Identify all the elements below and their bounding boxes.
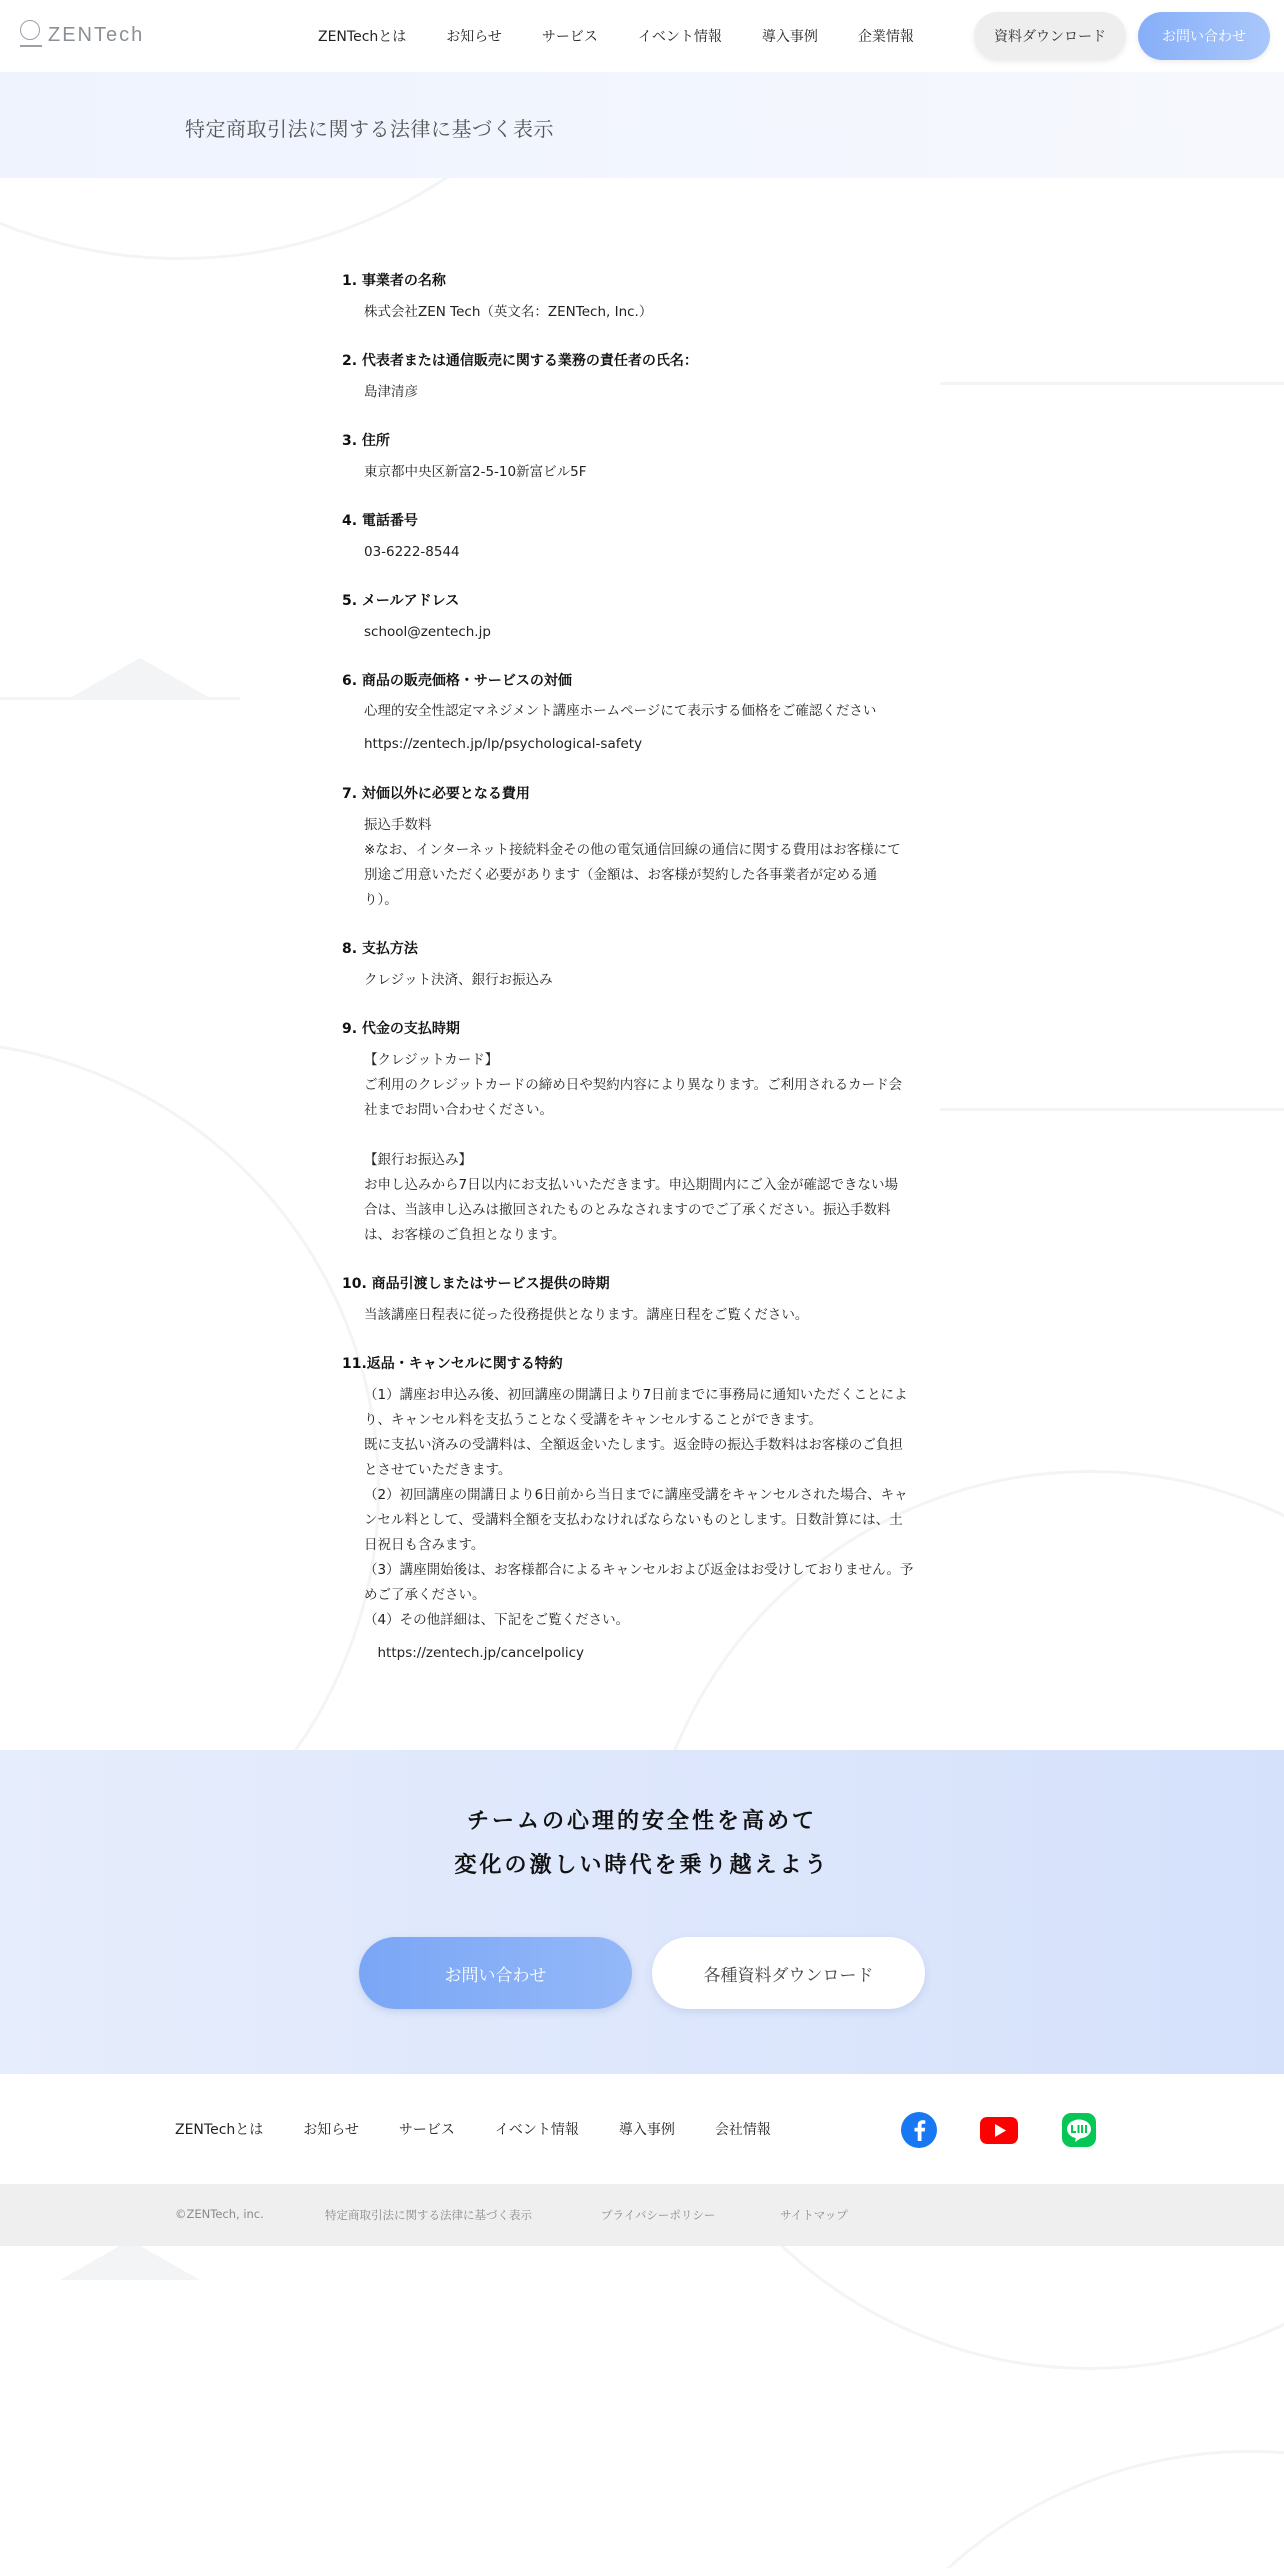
section-payment-timing bbox=[342, 1018, 942, 1248]
footer-nav-news[interactable]: お知らせ bbox=[303, 2122, 359, 2138]
section-text: 別途ご用意いただく必要があります（金額は、お客様が契約した各事業者が定める通 bbox=[364, 867, 877, 883]
section-text: 既に支払い済みの受講料は、全額返金いたします。返金時の振込手数料はお客様のご負担 bbox=[364, 1437, 903, 1453]
footer-nav-services[interactable]: サービス bbox=[398, 2122, 455, 2138]
background-circle-decoration bbox=[800, 2450, 1284, 2568]
footer-nav-about[interactable]: ZENTechとは bbox=[175, 2122, 264, 2138]
section-heading: 11.返品・キャンセルに関する特約 bbox=[342, 1356, 563, 1372]
nav-item-case-studies[interactable]: 導入事例 bbox=[761, 29, 818, 45]
section-text: クレジット決済、銀行お振込み bbox=[364, 972, 553, 988]
footer-nav-company[interactable]: 会社情報 bbox=[714, 2122, 771, 2138]
line-icon[interactable] bbox=[1060, 2111, 1098, 2149]
nav-item-events[interactable]: イベント情報 bbox=[637, 29, 722, 45]
section-address bbox=[342, 430, 942, 485]
section-price bbox=[342, 670, 942, 761]
section-text: 当該講座日程表に従った役務提供となります。講座日程をご覧ください。 bbox=[364, 1307, 809, 1323]
background-line-decoration bbox=[940, 382, 1284, 385]
section-text: お申し込みから7日以内にお支払いいただきます。申込期間内にご入金が確認できない場 bbox=[364, 1177, 899, 1193]
section-representative bbox=[342, 350, 942, 405]
section-text: り、キャンセル料を支払うことなく受講をキャンセルすることができます。 bbox=[364, 1412, 822, 1428]
footer-link-sitemap[interactable]: サイトマップ bbox=[780, 2208, 848, 2222]
section-text: （4）その他詳細は、下記をご覧ください。 bbox=[364, 1612, 630, 1628]
section-text: 振込手数料 bbox=[364, 817, 432, 833]
cta-download-button[interactable]: 各種資料ダウンロード bbox=[652, 1937, 925, 2009]
section-text: り）。 bbox=[364, 892, 398, 908]
footer-nav-events[interactable]: イベント情報 bbox=[494, 2122, 579, 2138]
footer-nav-case-studies[interactable]: 導入事例 bbox=[618, 2122, 675, 2138]
section-delivery-timing bbox=[342, 1273, 942, 1328]
section-text: ※なお、インターネット接続料金その他の電気通信回線の通信に関する費用はお客様にて bbox=[364, 842, 901, 858]
nav-item-company[interactable]: 企業情報 bbox=[857, 29, 914, 45]
cta-contact-button[interactable]: お問い合わせ bbox=[359, 1937, 632, 2009]
footer-link-privacy-policy[interactable]: プライバシーポリシー bbox=[601, 2208, 716, 2222]
youtube-icon[interactable] bbox=[980, 2111, 1018, 2149]
section-text: （2）初回講座の開講日より6日前から当日までに講座受講をキャンセルされた場合、キャ bbox=[364, 1487, 908, 1503]
spacer bbox=[364, 1123, 942, 1148]
copyright: ©ZENTech, inc. bbox=[175, 2207, 264, 2221]
section-text: （3）講座開始後は、お客様都合によるキャンセルおよび返金はお受けしておりません。予 bbox=[364, 1562, 914, 1578]
section-text: （1）講座お申込み後、初回講座の開講日より7日前までに事務局に通知いただくことによ bbox=[364, 1387, 908, 1403]
section-heading: 3. 住所 bbox=[342, 433, 390, 449]
cancel-policy-link[interactable]: https://zentech.jp/cancelpolicy bbox=[364, 1645, 585, 1661]
section-text: 島津清彦 bbox=[364, 384, 418, 400]
section-heading: 2. 代表者または通信販売に関する業務の責任者の氏名： bbox=[342, 353, 698, 369]
section-additional-costs bbox=[342, 783, 942, 913]
section-heading: 1. 事業者の名称 bbox=[342, 273, 446, 289]
section-text: ご利用のクレジットカードの締め日や契約内容により異なります。ご利用されるカード会 bbox=[364, 1077, 903, 1093]
section-text: とさせていただきます。 bbox=[364, 1462, 512, 1478]
section-text: 日祝日も含みます。 bbox=[364, 1537, 485, 1553]
zentech-logo[interactable] bbox=[20, 20, 144, 50]
section-phone bbox=[342, 510, 942, 565]
site-header bbox=[0, 0, 1284, 72]
section-text: 心理的安全性認定マネジメント講座ホームページにて表示する価格をご確認ください bbox=[364, 703, 877, 719]
section-business-name bbox=[342, 270, 942, 325]
footer-link-legal-notice[interactable]: 特定商取引法に関する法律に基づく表示 bbox=[325, 2208, 532, 2222]
logo-text: ZENTech bbox=[48, 23, 145, 46]
header-contact-button[interactable]: お問い合わせ bbox=[1138, 12, 1270, 60]
nav-item-about[interactable]: ZENTechとは bbox=[318, 29, 407, 45]
footer-nav bbox=[175, 2119, 811, 2139]
phone-number[interactable]: 03-6222-8544 bbox=[364, 544, 460, 560]
section-payment-method bbox=[342, 938, 942, 993]
facebook-icon[interactable] bbox=[900, 2111, 938, 2149]
background-triangle-decoration bbox=[60, 2240, 200, 2280]
background-line-decoration bbox=[0, 697, 240, 700]
section-text: は、お客様のご負担となります。 bbox=[364, 1227, 566, 1243]
logo-mark-icon bbox=[20, 20, 42, 50]
nav-item-services[interactable]: サービス bbox=[541, 29, 598, 45]
section-heading: 8. 支払方法 bbox=[342, 941, 418, 957]
background-line-decoration bbox=[940, 1108, 1284, 1111]
section-heading: 5. メールアドレス bbox=[342, 593, 460, 609]
section-heading: 6. 商品の販売価格・サービスの対価 bbox=[342, 673, 572, 689]
section-heading: 9. 代金の支払時期 bbox=[342, 1021, 460, 1037]
cta-heading-line-1: チームの心理的安全性を高めて bbox=[466, 1809, 817, 1834]
section-text: 東京都中央区新富2-5-10新富ビル5F bbox=[364, 464, 587, 480]
header-download-button[interactable]: 資料ダウンロード bbox=[974, 12, 1126, 60]
section-text: ンセル料として、受講料全額を支払わなければならないものとします。日数計算には、土 bbox=[364, 1512, 903, 1528]
price-page-link[interactable]: https://zentech.jp/lp/psychological-safety bbox=[364, 736, 643, 752]
section-heading: 10. 商品引渡しまたはサービス提供の時期 bbox=[342, 1276, 610, 1292]
page-title: 特定商取引法に関する法律に基づく表示 bbox=[185, 117, 554, 141]
section-email bbox=[342, 590, 942, 645]
section-text: めご了承ください。 bbox=[364, 1587, 486, 1603]
section-text: 【クレジットカード】 bbox=[364, 1052, 499, 1068]
cta-heading-line-2: 変化の激しい時代を乗り越えよう bbox=[454, 1853, 830, 1878]
email-link[interactable]: school@zentech.jp bbox=[364, 624, 491, 640]
section-text: 合は、当該申し込みは撤回されたものとみなされますのでご了承ください。振込手数料 bbox=[364, 1202, 891, 1218]
cta-section bbox=[0, 1750, 1284, 2074]
background-triangle-decoration bbox=[70, 658, 210, 698]
section-cancellation bbox=[342, 1353, 942, 1666]
section-text: 株式会社ZEN Tech（英文名：ZENTech, Inc.） bbox=[364, 304, 653, 320]
main-nav bbox=[318, 0, 954, 72]
section-heading: 4. 電話番号 bbox=[342, 513, 418, 529]
section-text: 社までお問い合わせください。 bbox=[364, 1102, 553, 1118]
nav-item-news[interactable]: お知らせ bbox=[446, 29, 502, 45]
section-heading: 7. 対価以外に必要となる費用 bbox=[342, 786, 530, 802]
section-text: 【銀行お振込み】 bbox=[364, 1152, 472, 1168]
